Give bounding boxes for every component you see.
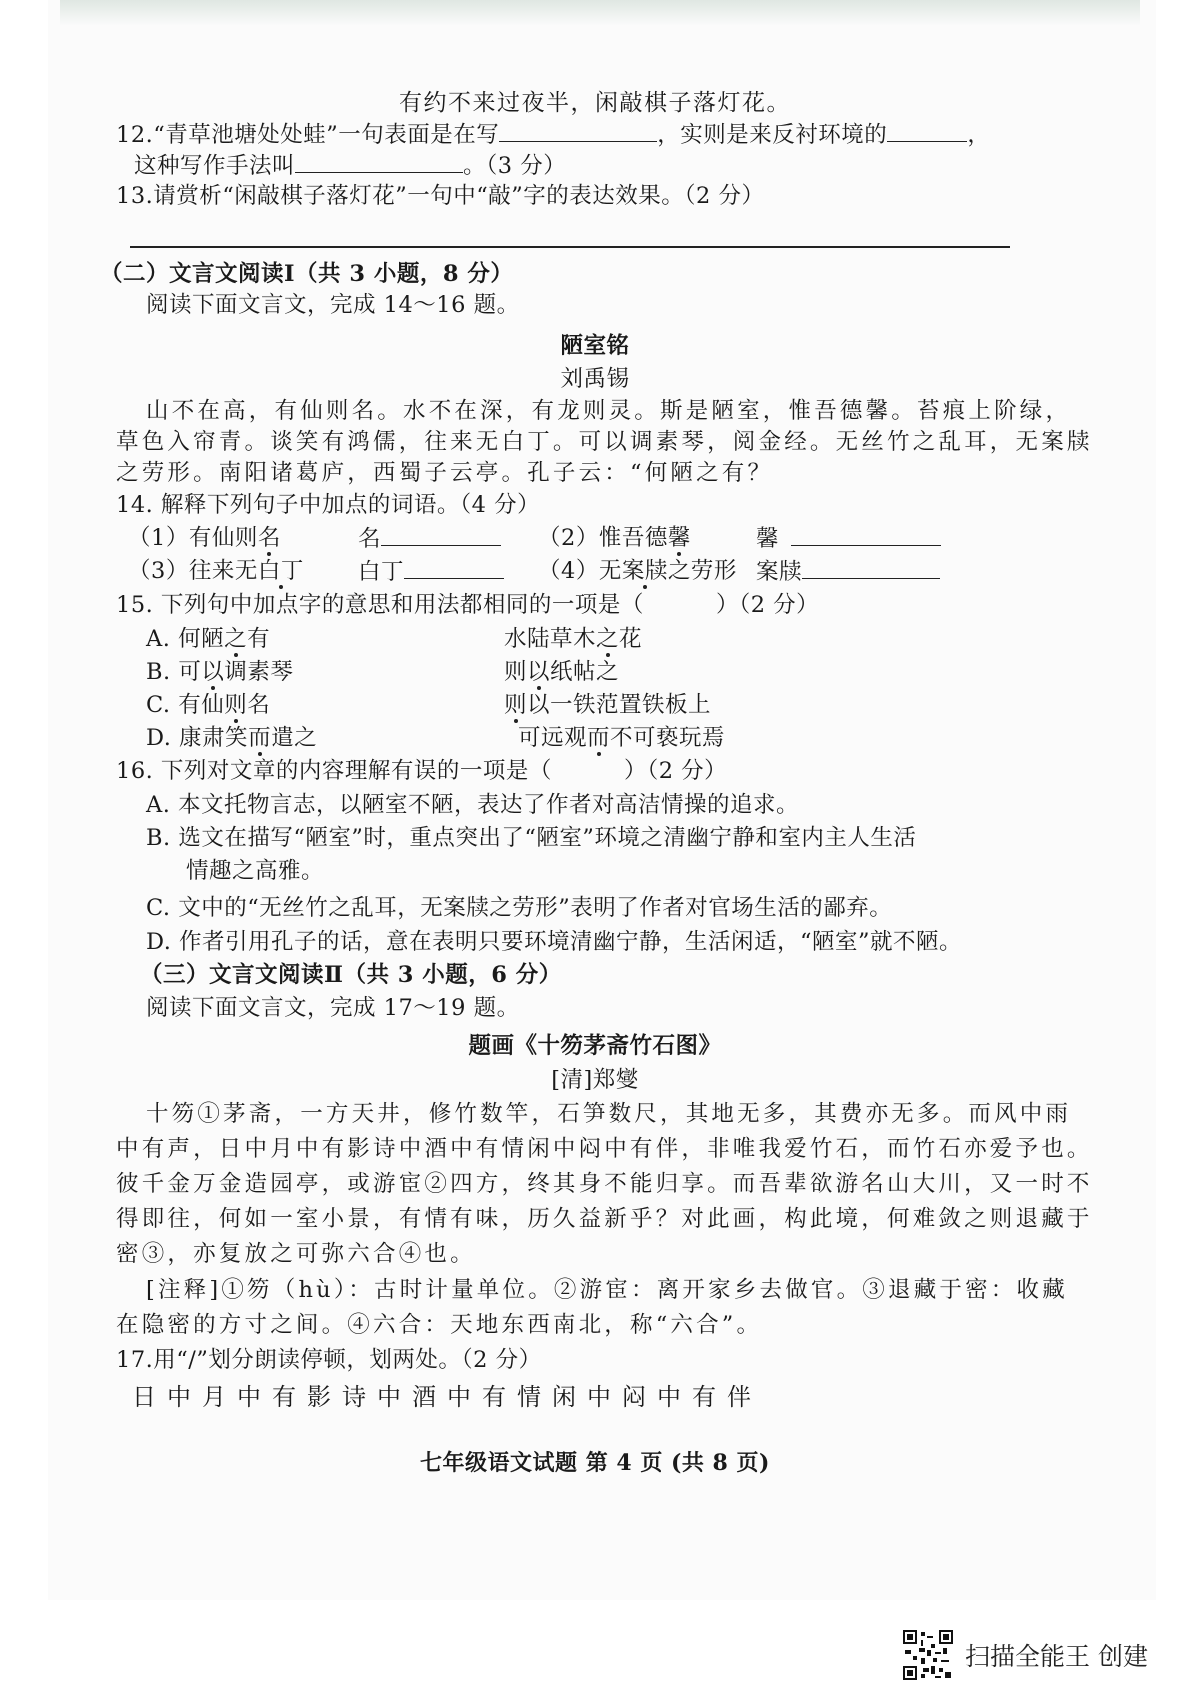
- question-13: 13.请赏析“闲敲棋子落灯花”一句中“敲”字的表达效果。（2 分）: [116, 183, 765, 209]
- section-3-instruction: 阅读下面文言文，完成 17～19 题。: [146, 995, 520, 1021]
- q15-stem-end: ）（2 分）: [715, 592, 820, 618]
- q15-option-c-compare: [504, 690, 711, 720]
- q14-blank-1[interactable]: [381, 523, 501, 546]
- option-text: 有仙: [178, 692, 225, 718]
- option-text: 花: [619, 626, 643, 652]
- q14-answer-2: [756, 523, 941, 554]
- text-author-zheng-xie: [清]郑燮: [551, 1067, 639, 1093]
- option-text: 可远观: [518, 725, 588, 751]
- q14-dotted-word: 白丁: [257, 558, 304, 584]
- q12-part-c: ，: [967, 122, 991, 148]
- q14-item-number: （2）: [538, 525, 599, 551]
- section-3-heading: （三）文言文阅读Ⅱ（共 3 小题，6 分）: [140, 962, 562, 988]
- q14-dotted-word: 案牍: [621, 558, 668, 584]
- option-label: C.: [146, 692, 171, 718]
- option-text: 以一铁范置铁板上: [527, 692, 712, 718]
- q14-item-text: 之劳形: [667, 558, 737, 584]
- q14-term: 馨: [756, 526, 780, 552]
- q16-stem-end: ）（2 分）: [623, 758, 728, 784]
- q14-item-2: [538, 523, 691, 553]
- option-text: 遣之: [271, 725, 318, 751]
- q14-item-number: （3）: [128, 558, 189, 584]
- scanner-brand-text: 扫描全能王 创建: [965, 1642, 1148, 1671]
- dotted-char: 而: [248, 725, 272, 751]
- text-line-1: 山不在高，有仙则名。水不在深，有龙则灵。斯是陋室，惟吾德馨。苔痕上阶绿，: [146, 398, 1072, 424]
- poem-last-line: 有约不来过夜半，闲敲棋子落灯花。: [399, 90, 791, 116]
- option-text: 调素琴: [224, 659, 294, 685]
- q16-option-d[interactable]: D. 作者引用孔子的话，意在表明只要环境清幽宁静，生活闲适，“陋室”就不陋。: [146, 929, 963, 955]
- text-title-lou-shi-ming: 陋室铭: [560, 333, 630, 359]
- option-text: 可: [178, 659, 202, 685]
- q14-item-number: （1）: [128, 525, 189, 551]
- question-17: 17.用“/”划分朗读停顿，划两处。（2 分）: [116, 1347, 542, 1373]
- text-title-zhu-shi-tu: 题画《十笏茅斋竹石图》: [468, 1033, 722, 1059]
- dotted-char: 以: [527, 659, 551, 685]
- annotation-line-1: [注释]①笏（hù）：古时计量单位。②游宦：离开家乡去做官。③退藏于密：收藏: [146, 1277, 1068, 1303]
- q12-part-b: ，实则是来反衬环境的: [657, 122, 888, 148]
- question-16: [116, 756, 727, 786]
- section-2-heading: （二）文言文阅读Ⅰ（共 3 小题，8 分）: [100, 261, 514, 287]
- dotted-char: 以: [201, 659, 225, 685]
- q15-option-a-compare: [504, 624, 642, 654]
- q14-answer-3: [358, 556, 504, 587]
- dotted-char: 而: [587, 725, 611, 751]
- qr-code-icon: [903, 1630, 953, 1680]
- q14-item-text: 有仙则: [188, 525, 258, 551]
- q14-blank-2[interactable]: [791, 523, 941, 546]
- q14-item-number: （4）: [538, 558, 599, 584]
- dotted-char: 之: [224, 626, 248, 652]
- q16-option-c[interactable]: C. 文中的“无丝竹之乱耳，无案牍之劳形”表明了作者对官场生活的鄙弃。: [146, 895, 893, 921]
- q15-option-d[interactable]: [146, 723, 317, 753]
- question-12: [116, 119, 990, 150]
- q14-item-text: 惟吾德: [598, 525, 668, 551]
- q14-dotted-word: 馨: [667, 525, 691, 551]
- q14-dotted-word: 名: [257, 525, 281, 551]
- option-label: D.: [146, 725, 172, 751]
- dotted-char: 则: [504, 692, 528, 718]
- dotted-char: 之: [596, 626, 620, 652]
- q14-term: 案牍: [756, 559, 803, 585]
- q14-item-4: [538, 556, 737, 586]
- q15-option-b[interactable]: [146, 657, 293, 687]
- text2-line-3: 彼千金万金造园亭，或游宦②四方，终其身不能归享。而吾辈欲游名山大川，又一时不: [116, 1171, 1093, 1197]
- q14-answer-4: [756, 556, 940, 587]
- section-2-instruction: 阅读下面文言文，完成 14～16 题。: [146, 292, 520, 318]
- text2-line-5: 密③，亦复放之可弥六合④也。: [116, 1241, 476, 1267]
- q12-blank-2[interactable]: [887, 119, 967, 142]
- q14-answer-1: [358, 523, 501, 554]
- question-15: [116, 590, 819, 620]
- question-12-cont: [134, 150, 566, 181]
- q14-blank-4[interactable]: [802, 556, 940, 579]
- q12-part-e: 。（3 分）: [463, 153, 567, 179]
- q16-option-a[interactable]: A. 本文托物言志，以陋室不陋，表达了作者对高洁情操的追求。: [146, 792, 800, 818]
- option-text: 不可亵玩焉: [610, 725, 726, 751]
- text-author: 刘禹锡: [560, 366, 630, 392]
- q12-part-a: 12.“青草池塘处处蛙”一句表面是在写: [116, 122, 500, 148]
- q14-term: 名: [358, 526, 382, 552]
- q14-item-1: [128, 523, 281, 553]
- q13-answer-line[interactable]: [130, 246, 1010, 248]
- annotation-line-2: 在隐密的方寸之间。④六合：天地东西南北，称“六合”。: [116, 1312, 763, 1338]
- q12-blank-1[interactable]: [499, 119, 657, 142]
- q14-term: 白丁: [358, 559, 405, 585]
- option-text: 何陋: [178, 626, 225, 652]
- q16-option-b[interactable]: B. 选文在描写“陋室”时，重点突出了“陋室”环境之清幽宁静和室内主人生活: [146, 825, 917, 851]
- option-text: 纸帖之: [550, 659, 620, 685]
- q17-sentence[interactable]: 日中月中有影诗中酒中有情闲中闷中有伴: [132, 1383, 762, 1411]
- q15-option-b-compare: [504, 657, 619, 687]
- page-footer: 七年级语文试题 第 4 页 (共 8 页): [420, 1450, 770, 1476]
- scan-edge: [60, 0, 1140, 26]
- text2-line-4: 得即往，何如一室小景，有情有味，历久益新乎？对此画，构此境，何难敛之则退藏于: [116, 1206, 1093, 1232]
- q14-item-3: [128, 556, 304, 586]
- text2-line-1: 十笏①茅斋，一方天井，修竹数竿，石笋数尺，其地无多，其费亦无多。而风中雨: [146, 1101, 1072, 1127]
- q14-item-text: 往来无: [188, 558, 258, 584]
- text-line-2: 草色入帘青。谈笑有鸿儒，往来无白丁。可以调素琴，阅金经。无丝竹之乱耳，无案牍: [116, 429, 1093, 455]
- option-text: 有: [247, 626, 271, 652]
- option-text: 名: [247, 692, 271, 718]
- q15-option-a[interactable]: [146, 624, 270, 654]
- question-14: 14. 解释下列句子中加点的词语。（4 分）: [116, 492, 541, 518]
- q12-blank-3[interactable]: [295, 150, 463, 173]
- option-label: B.: [146, 659, 171, 685]
- dotted-char: 则: [224, 692, 248, 718]
- q16-option-b-cont: 情趣之高雅。: [186, 858, 325, 884]
- text-line-3: 之劳形。南阳诸葛庐，西蜀子云亭。孔子云：“何陋之有？: [116, 460, 774, 486]
- option-text: 则: [504, 659, 528, 685]
- q15-stem: 15. 下列句中加点字的意思和用法都相同的一项是（: [116, 592, 644, 618]
- q12-part-d: 这种写作手法叫: [134, 153, 296, 179]
- q15-option-d-compare: [518, 723, 725, 753]
- option-label: A.: [146, 626, 171, 652]
- q14-blank-3[interactable]: [404, 556, 504, 579]
- q14-item-text: 无: [598, 558, 622, 584]
- q15-option-c[interactable]: [146, 690, 270, 720]
- q16-stem: 16. 下列对文章的内容理解有误的一项是（: [116, 758, 552, 784]
- option-text: 水陆草木: [504, 626, 597, 652]
- text2-line-2: 中有声，日中月中有影诗中酒中有情闲中闷中有伴，非唯我爱竹石，而竹石亦爱予也。: [116, 1136, 1093, 1162]
- scanner-watermark: [903, 1633, 1148, 1677]
- option-text: 康肃笑: [179, 725, 249, 751]
